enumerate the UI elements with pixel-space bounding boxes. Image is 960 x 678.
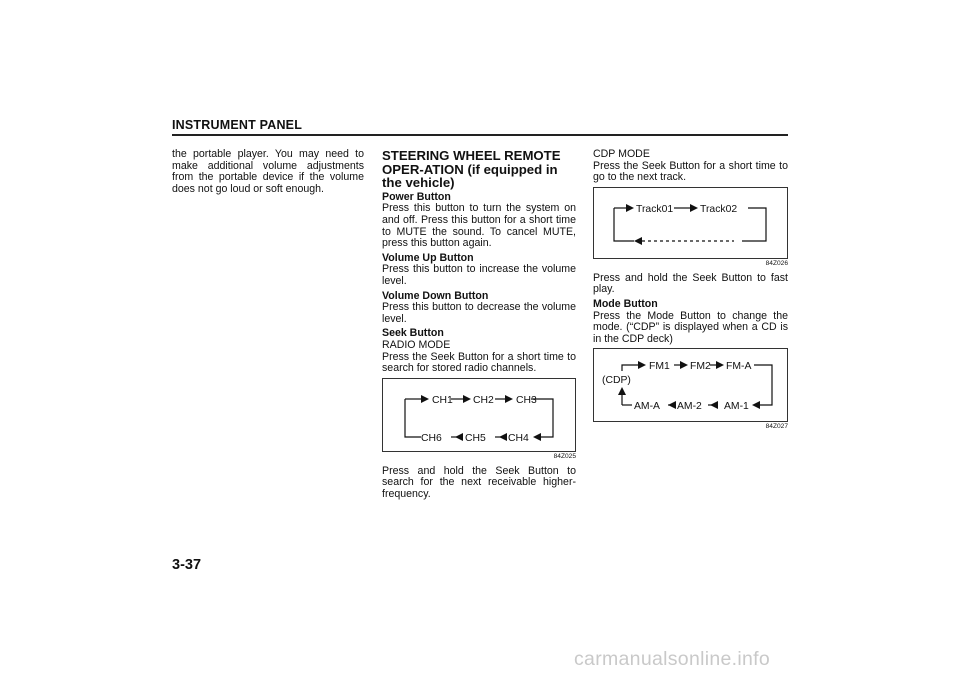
arrow-left-icon <box>710 401 718 409</box>
mode-diagram <box>593 348 788 422</box>
arrow-right-icon <box>626 204 634 212</box>
arrow-left-icon <box>668 401 676 409</box>
radio-channel-diagram <box>382 378 576 452</box>
page-header-title: INSTRUMENT PANEL <box>172 118 303 132</box>
mode-label: (CDP) <box>602 375 631 387</box>
page-number: 3-37 <box>172 557 202 573</box>
mode-button-heading: Mode Button <box>593 297 658 310</box>
column-3 <box>593 149 788 436</box>
figure-code: 84Z027 <box>765 423 788 431</box>
arrow-left-icon <box>634 237 642 245</box>
channel-label: CH6 <box>421 432 442 444</box>
volume-up-heading: Volume Up Button <box>382 251 474 264</box>
section-heading: STEERING WHEEL REMOTE OPER-ATION (if equipped in the vehicle) <box>382 148 561 191</box>
arrow-right-icon <box>463 395 471 403</box>
figure-code: 84Z026 <box>765 259 788 267</box>
mode-label: AM-1 <box>724 401 749 413</box>
mode-label: AM-2 <box>677 401 702 413</box>
mode-label: FM-A <box>726 361 752 373</box>
track-diagram <box>593 187 788 259</box>
watermark-text: carmanualsonline.info <box>574 648 770 670</box>
arrow-up-icon <box>618 387 626 395</box>
mode-svg <box>594 349 787 421</box>
arrow-right-icon <box>690 204 698 212</box>
arrow-right-icon <box>716 361 724 369</box>
power-button-heading: Power Button <box>382 190 451 203</box>
arrow-right-icon <box>505 395 513 403</box>
track-label: Track02 <box>700 203 738 215</box>
channel-label: CH5 <box>465 432 486 444</box>
seek-hold-text: Press and hold the Seek Button to search for the next receivable higher-frequency. <box>382 464 576 500</box>
track-label: Track01 <box>636 203 674 215</box>
arrow-left-icon <box>533 433 541 441</box>
figure-code: 84Z025 <box>553 452 576 460</box>
mode-button-text: Press the Mode Button to change the mode. (“CDP” is displayed when a CD is in the CDP deck) <box>593 309 788 345</box>
arrow-left-icon <box>752 401 760 409</box>
arrow-right-icon <box>421 395 429 403</box>
cdp-mode-label: CDP MODE <box>593 148 650 160</box>
seek-button-heading: Seek Button <box>382 327 444 340</box>
arrow-left-icon <box>455 433 463 441</box>
radio-channel-svg <box>383 379 575 451</box>
volume-down-heading: Volume Down Button <box>382 289 489 302</box>
column-2 <box>382 149 576 503</box>
track-svg <box>594 188 787 258</box>
continued-paragraph: the portable player. You may need to make additional volume adjustments from the portable device if the volume does not go loud or soft enough. <box>172 148 364 195</box>
volume-down-text: Press this button to decrease the volume level. <box>382 301 576 325</box>
cdp-seek-text: Press the Seek Button for a short time to go to the next track. <box>593 159 788 184</box>
channel-label: CH1 <box>432 394 453 406</box>
column-1 <box>172 149 364 198</box>
mode-label: AM-A <box>634 401 660 413</box>
mode-label: FM1 <box>649 361 670 373</box>
volume-up-text: Press this button to increase the volume level. <box>382 263 576 287</box>
mode-label: FM2 <box>690 361 711 373</box>
channel-label: CH3 <box>516 394 537 406</box>
arrow-right-icon <box>638 361 646 369</box>
channel-label: CH4 <box>508 432 529 444</box>
power-button-text: Press this button to turn the system on and off. Press this button for a short time to MUTE the sound. To cancel MUTE, press this button again. <box>382 202 576 250</box>
arrow-left-icon <box>499 433 507 441</box>
channel-label: CH2 <box>473 394 494 406</box>
header-rule <box>172 134 788 136</box>
arrow-right-icon <box>680 361 688 369</box>
radio-mode-label: RADIO MODE <box>382 338 451 351</box>
cdp-hold-text: Press and hold the Seek Button to fast play. <box>593 271 788 296</box>
seek-radio-text: Press the Seek Button for a short time to search for stored radio channels. <box>382 350 576 375</box>
